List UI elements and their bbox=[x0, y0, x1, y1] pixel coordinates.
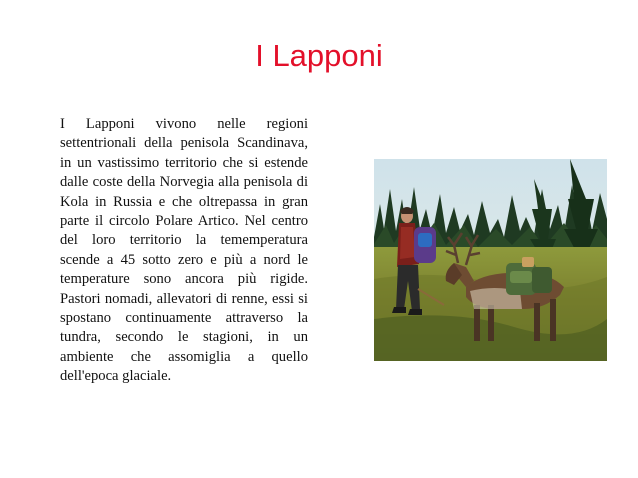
slide-title: I Lapponi bbox=[255, 38, 383, 73]
reindeer-herder-photo bbox=[374, 159, 607, 361]
body-paragraph: I Lapponi vivono nelle regioni settentrionali della penisola Scandinava, in un vastissimo territorio che si estende dalle coste della Norvegia alla penisola di Kola in Russia e che oltrepassa in gran parte il circolo Polare Artico. Nel centro del loro territorio la tememperatura scende a 45 sotto zero e più a nord le temperature sono ancora più rigide. Pastori nomadi, allevatori di renne, essi si spostano continuamente attraverso la tundra, secondo le stagioni, in un ambiente che assomiglia a quello dell'epoca glaciale. bbox=[60, 116, 308, 385]
